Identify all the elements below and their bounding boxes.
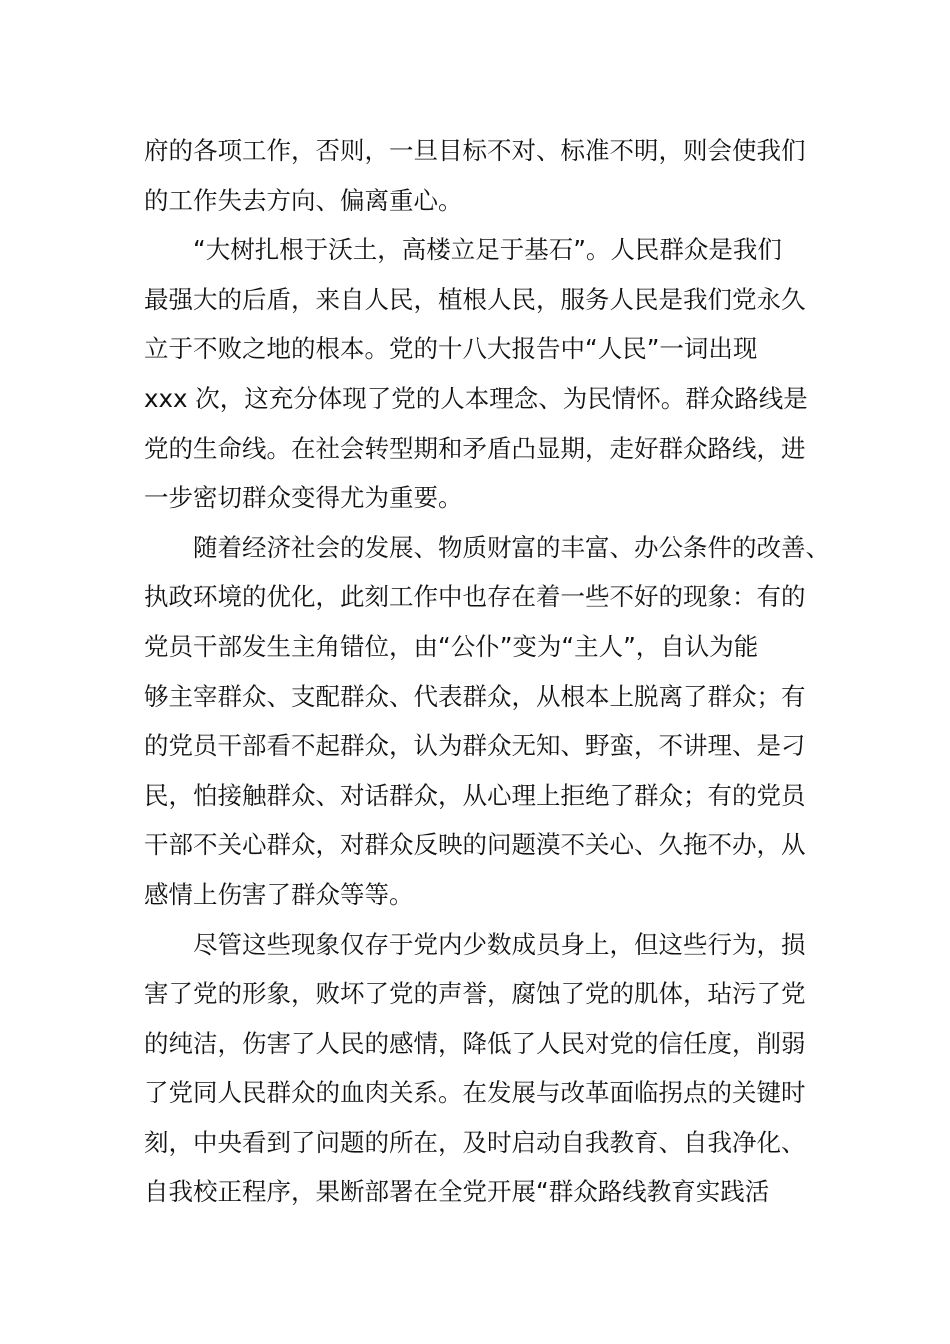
text-line: 立于不败之地的根本。党的十八大报告中“人民”一词出现 (144, 334, 758, 364)
text-line: 尽管这些现象仅存于党内少数成员身上，但这些行为，损 (144, 929, 806, 959)
text-line: 自我校正程序，果断部署在全党开展“群众路线教育实践活 (144, 1177, 770, 1207)
text-line: 府的各项工作，否则，一旦目标不对、标准不明，则会使我们 (144, 136, 806, 165)
text-line: 了党同人民群众的血肉关系。在发展与改革面临拐点的关键时 (144, 1078, 806, 1108)
text-line: xxx 次，这充分体现了党的人本理念、为民情怀。群众路线是 (144, 383, 808, 413)
text-line: 的党员干部看不起群众，认为群众无知、野蛮，不讲理、是刁 (144, 731, 806, 761)
text-line: “大树扎根于沃土，高楼立足于基石”。人民群众是我们 (144, 235, 782, 265)
text-line: 一步密切群众变得尤为重要。 (144, 483, 463, 513)
text-line: 刻，中央看到了问题的所在，及时启动自我教育、自我净化、 (144, 1127, 806, 1157)
body-text (144, 126, 830, 1217)
text-line: 最强大的后盾，来自人民，植根人民，服务人民是我们党永久 (144, 284, 806, 314)
text-line: 党员干部发生主角错位，由“公仆”变为“主人”，自认为能 (144, 631, 759, 661)
text-line: 感情上伤害了群众等等。 (144, 879, 414, 909)
text-line: 党的生命线。在社会转型期和矛盾凸显期，走好群众路线，进 (144, 433, 806, 463)
text-line: 害了党的形象，败坏了党的声誉，腐蚀了党的肌体，玷污了党 (144, 979, 806, 1009)
text-line: 够主宰群众、支配群众、代表群众，从根本上脱离了群众；有 (144, 681, 806, 711)
text-line: 的纯洁，伤害了人民的感情，降低了人民对党的信任度，削弱 (144, 1028, 806, 1058)
text-line: 执政环境的优化，此刻工作中也存在着一些不好的现象：有的 (144, 582, 806, 612)
text-line: 的工作失去方向、偏离重心。 (144, 185, 463, 215)
text-line: 干部不关心群众，对群众反映的问题漠不关心、久拖不办，从 (144, 830, 806, 860)
text-line: 民，怕接触群众、对话群众，从心理上拒绝了群众；有的党员 (144, 780, 806, 810)
text-line: 随着经济社会的发展、物质财富的丰富、办公条件的改善、 (144, 532, 830, 562)
